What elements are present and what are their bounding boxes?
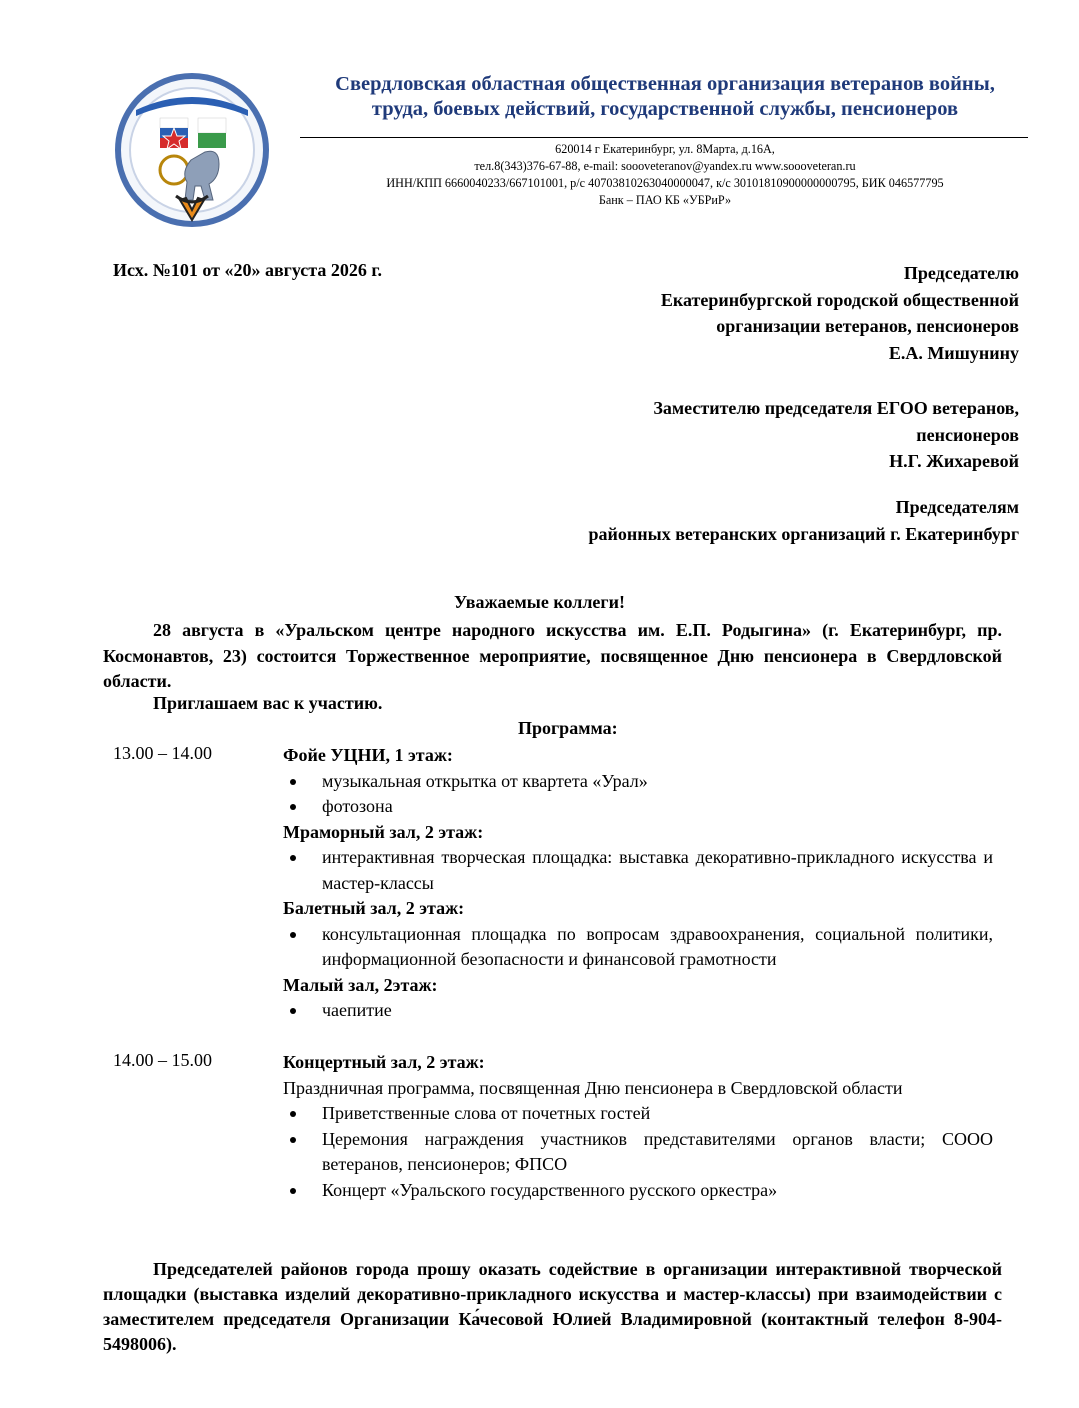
list-item-text: чаепитие (322, 1000, 392, 1020)
list-item (283, 1127, 993, 1178)
addressee-line: организации ветеранов, пенсионеров (716, 316, 1019, 336)
venue-items (283, 998, 993, 1024)
bullet-icon (290, 932, 296, 938)
addressee-line: пенсионеров (916, 424, 1019, 445)
list-item (283, 1101, 993, 1127)
addressee-line: Е.А. Мишунину (888, 342, 1019, 363)
venue-items (283, 922, 993, 973)
invitation-line: Приглашаем вас к участию. (153, 693, 383, 713)
list-item-text: Концерт «Уральского государственного русского оркестра» (322, 1179, 778, 1200)
list-item-text: музыкальная открытка от квартета «Урал» (322, 770, 648, 791)
addressee-line: районных ветеранских организаций г. Екатеринбург (588, 523, 1019, 544)
header-divider (300, 137, 1028, 138)
list-item (283, 998, 993, 1024)
venue-items (283, 845, 993, 896)
list-item-text: фотозона (322, 796, 393, 816)
list-item-text: Церемония награждения участников представителями органов власти; СООО ветеранов, пенсионеров; ФПСО (322, 1128, 993, 1174)
venue-items (283, 1101, 993, 1203)
addressee-line: Председателю (903, 263, 1019, 283)
addressee-block-2 (653, 395, 1019, 475)
list-item (283, 1178, 993, 1204)
venue-title: Балетный зал, 2 этаж: (283, 898, 465, 918)
organization-contacts (300, 141, 1030, 209)
list-item (283, 769, 993, 795)
org-address: 620014 г Екатеринбург, ул. 8Марта, д.16А, (555, 142, 775, 156)
salutation: Уважаемые коллеги! (454, 592, 625, 612)
list-item (283, 845, 993, 896)
addressee-line: Председателям (895, 497, 1019, 517)
addressee-line: Екатеринбургской городской общественной (660, 289, 1019, 310)
addressee-line: Заместителю председателя ЕГОО ветеранов, (653, 398, 1019, 418)
org-name-line2: труда, боевых действий, государственной службы, пенсионеров (371, 98, 959, 120)
bullet-icon (290, 1137, 296, 1143)
list-item (283, 794, 993, 820)
bullet-icon (290, 804, 296, 810)
bullet-icon (290, 1111, 296, 1117)
bullet-icon (290, 779, 296, 785)
venue-title: Концертный зал, 2 этаж: (283, 1052, 485, 1072)
program-block-2 (283, 1050, 993, 1203)
list-item-text: Приветственные слова от почетных гостей (322, 1103, 651, 1123)
addressee-block-3 (589, 494, 1019, 547)
list-item (283, 922, 993, 973)
intro-paragraph: 28 августа в «Уральском центре народного искусства им. Е.П. Родыгина» (г. Екатеринбург, пр. Космонавтов, 23) состоится Торжественное мероприятие, посвященное Дню пенсионера в Свердловской области. (103, 620, 1002, 691)
venue-description: Праздничная программа, посвященная Дню пенсионера в Свердловской области (283, 1077, 903, 1098)
org-bank: Банк – ПАО КБ «УБРиР» (598, 193, 732, 207)
addressee-block-1 (661, 260, 1019, 366)
bullet-icon (290, 1188, 296, 1194)
program-time-1: 13.00 – 14.00 (113, 743, 212, 763)
closing-paragraph: Председателей районов города прошу оказать содействие в организации интерактивной творческой площадки (выставка изделий декоративно-прикладного искусства и мастер-классы) при взаимодействии с заместителем председателя Организации Ка́чесовой Юлией Владимировной (контактный телефон 8-904-5498006). (103, 1259, 1002, 1354)
list-item-text: интерактивная творческая площадка: выставка декоративно-прикладного искусства и мастер-классы (322, 847, 993, 893)
venue-title: Мраморный зал, 2 этаж: (283, 821, 484, 842)
venue-items (283, 769, 993, 820)
list-item-text: консультационная площадка по вопросам здравоохранения, социальной политики, информационной безопасности и финансовой грамотности (322, 923, 993, 969)
addressee-line: Н.Г. Жихаревой (889, 451, 1019, 471)
organization-name (300, 72, 1030, 122)
program-title: Программа: (518, 718, 618, 738)
program-block-1 (283, 743, 993, 1024)
veterans-emblem-icon (110, 70, 275, 235)
venue-title: Малый зал, 2этаж: (283, 974, 438, 995)
org-requisites: ИНН/КПП 6660040233/667101001, р/с 40703810263040000047, к/с 30101810900000000795, БИК 046577795 (386, 176, 944, 190)
program-time-2: 14.00 – 15.00 (113, 1050, 212, 1070)
bullet-icon (290, 1008, 296, 1014)
outgoing-ref-number: Исх. №101 от «20» августа 2026 г. (113, 260, 382, 280)
bullet-icon (290, 855, 296, 861)
org-phone-email: тел.8(343)376-67-88, e-mail: soooveteranov@yandex.ru www.soooveteran.ru (474, 159, 856, 173)
org-name-line1: Свердловская областная общественная организация ветеранов войны, (335, 73, 995, 95)
venue-title: Фойе УЦНИ, 1 этаж: (283, 745, 453, 765)
